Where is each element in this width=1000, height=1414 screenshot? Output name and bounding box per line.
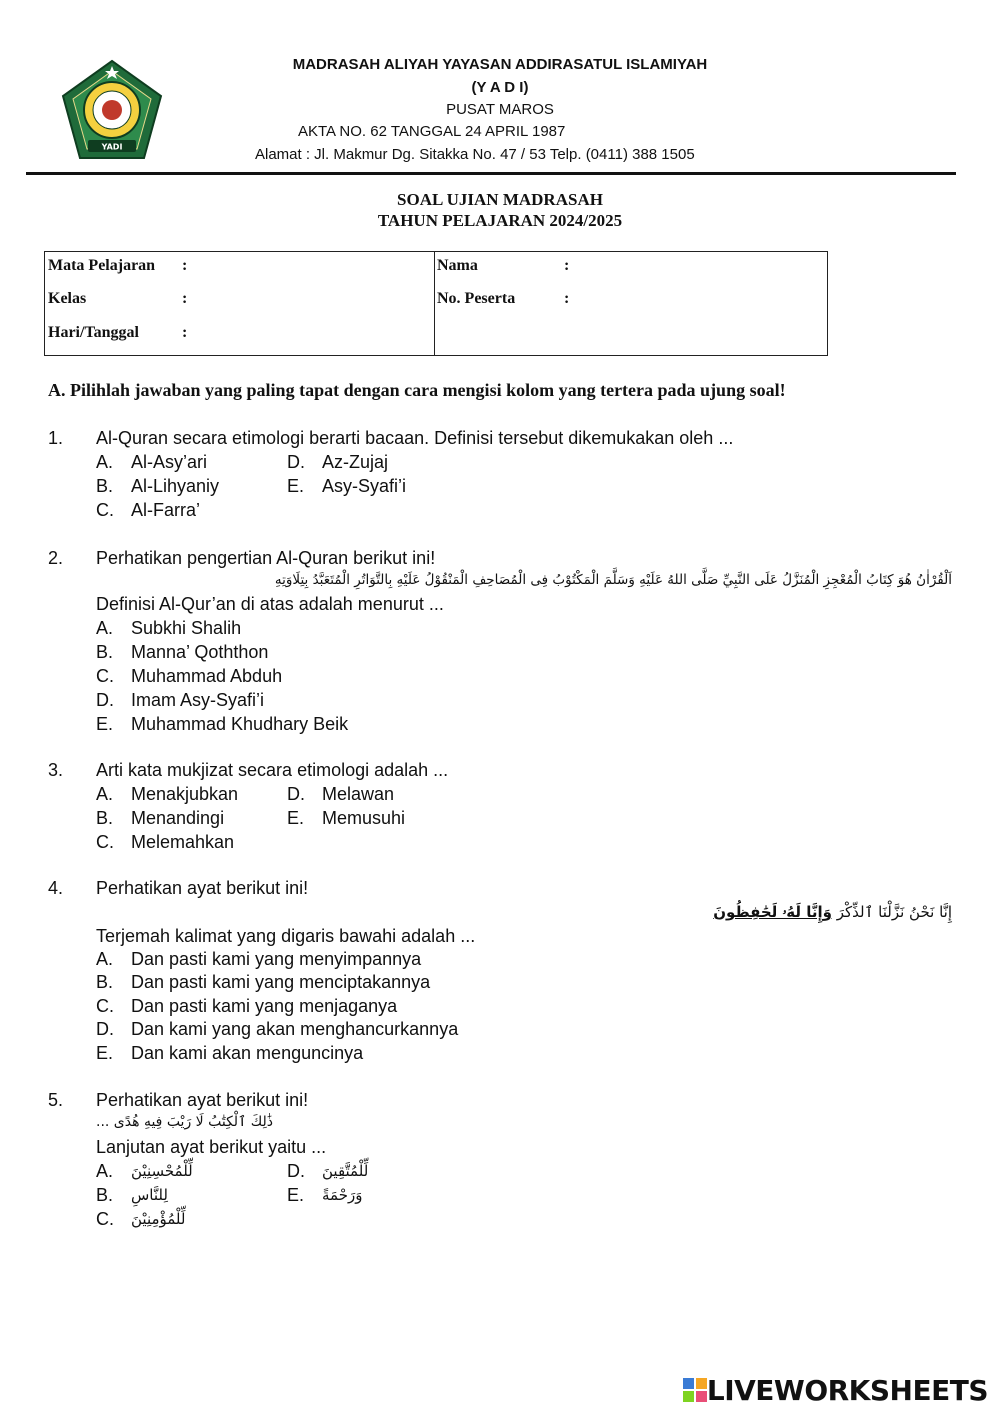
option-letter[interactable]: A. (96, 784, 114, 804)
question-text: Perhatikan ayat berikut ini! (96, 1090, 309, 1110)
option-letter[interactable]: E. (287, 476, 305, 496)
option-letter[interactable]: C. (96, 996, 114, 1016)
option-letter[interactable]: D. (287, 784, 305, 804)
option-text[interactable]: Muhammad Abduh (131, 666, 283, 686)
option-text[interactable]: Melemahkan (131, 832, 235, 852)
class-label: Kelas (48, 290, 87, 307)
option-text[interactable]: Menandingi (131, 808, 225, 828)
option-text[interactable]: Dan pasti kami yang menyimpannya (131, 949, 422, 969)
brand-text: LIVEWORKSHEETS (706, 1373, 988, 1407)
logo-text: YADI (101, 142, 123, 152)
school-abbrev: (Y A D I) (471, 79, 529, 96)
arabic-verse (713, 900, 952, 924)
option-letter[interactable]: D. (287, 1161, 305, 1181)
option-text[interactable]: Al-Lihyaniy (131, 476, 220, 496)
participant-colon: : (564, 290, 570, 307)
option-letter[interactable]: D. (96, 1019, 114, 1039)
table-divider (434, 252, 435, 355)
option-letter[interactable]: D. (96, 690, 114, 710)
option-letter[interactable]: A. (96, 949, 114, 969)
option-letter[interactable]: C. (96, 500, 114, 520)
liveworksheets-logo-icon (683, 1378, 707, 1402)
date-label: Hari/Tanggal (48, 324, 139, 341)
option-letter[interactable]: B. (96, 642, 114, 662)
option-text[interactable]: Dan pasti kami yang menciptakannya (131, 972, 431, 992)
question-5 (0, 1088, 1000, 1238)
option-text[interactable]: Az-Zujaj (322, 452, 389, 472)
option-text[interactable]: لِّلْمُحْسِنِيْنَ (131, 1162, 193, 1180)
question-followup: Definisi Al-Qur’an di atas adalah menurut ... (96, 594, 444, 614)
option-letter[interactable]: E. (287, 808, 305, 828)
question-number: 4. (48, 878, 64, 898)
question-text: Arti kata mukjizat secara etimologi adalah ... (96, 760, 449, 780)
question-4 (0, 876, 1000, 1066)
name-label: Nama (437, 257, 478, 274)
option-text[interactable]: Manna’ Qoththon (131, 642, 269, 662)
option-letter[interactable]: C. (96, 666, 114, 686)
question-number: 1. (48, 428, 64, 448)
exam-year: TAHUN PELAJARAN 2024/2025 (377, 211, 623, 230)
arabic-verse: ذَٰلِكَ ٱلْكِتَٰبُ لَا رَيْبَ فِيهِ هُدًى ... (96, 1114, 274, 1130)
question-number: 5. (48, 1090, 64, 1110)
option-letter[interactable]: A. (96, 618, 114, 638)
option-text[interactable]: Memusuhi (322, 808, 406, 828)
question-followup: Terjemah kalimat yang digaris bawahi adalah ... (96, 926, 476, 946)
school-location: PUSAT MAROS (446, 101, 554, 118)
option-letter[interactable]: E. (287, 1185, 305, 1205)
identity-table (44, 251, 828, 356)
arabic-verse-underlined: وَإِنَّا لَهُۥ لَحَٰفِظُونَ (713, 903, 832, 921)
option-letter[interactable]: B. (96, 476, 114, 496)
class-colon: : (182, 290, 188, 307)
school-deed: AKTA NO. 62 TANGGAL 24 APRIL 1987 (298, 123, 566, 140)
question-text: Perhatikan pengertian Al-Quran berikut ini! (96, 548, 436, 568)
date-colon: : (182, 324, 188, 341)
question-text: Al-Quran secara etimologi berarti bacaan. Definisi tersebut dikemukakan oleh ... (96, 428, 734, 448)
option-letter[interactable]: B. (96, 972, 114, 992)
participant-label: No. Peserta (437, 290, 516, 307)
school-name: MADRASAH ALIYAH YAYASAN ADDIRASATUL ISLAMIYAH (292, 56, 708, 73)
option-text[interactable]: لِلنَّاسِ (131, 1186, 168, 1204)
option-letter[interactable]: A. (96, 452, 114, 472)
subject-colon: : (182, 257, 188, 274)
subject-label: Mata Pelajaran (48, 257, 156, 274)
option-text[interactable]: Imam Asy-Syafi’i (131, 690, 265, 710)
option-text[interactable]: Dan pasti kami yang menjaganya (131, 996, 398, 1016)
exam-title: SOAL UJIAN MADRASAH (397, 190, 603, 209)
option-text[interactable]: Al-Farra’ (131, 500, 201, 520)
question-3 (0, 758, 1000, 858)
option-text[interactable]: Melawan (322, 784, 395, 804)
question-followup: Lanjutan ayat berikut yaitu ... (96, 1137, 327, 1157)
name-colon: : (564, 257, 570, 274)
option-text[interactable]: Menakjubkan (131, 784, 239, 804)
liveworksheets-brand[interactable] (683, 1372, 988, 1408)
option-letter[interactable]: E. (96, 1043, 114, 1063)
option-text[interactable]: لِّلْمُؤْمِنِيْنَ (131, 1210, 186, 1228)
question-1 (0, 426, 1000, 526)
section-instruction: A. Pilihlah jawaban yang paling tapat dengan cara mengisi kolom yang tertera pada ujung soal! (48, 380, 786, 400)
option-letter[interactable]: C. (96, 1209, 114, 1229)
option-letter[interactable]: D. (287, 452, 305, 472)
option-letter[interactable]: B. (96, 1185, 114, 1205)
arabic-definition: اَلْقُرْاٰنُ هُوَ كِتَابُ الْمُعْجِزِ الْمُنَزَّلُ عَلَى النَّبِيِّ صَلَّى اللهُ عَلَيْهِ وَسَلَّمَ الْمَكْتُوْبُ فِى الْمُصَاحِفِ الْمَنْقُوْلُ عَلَيْهِ بِالتَّوَاتُرِ الْمُتَعَبَّدُ بِتِلَاوَتِهِ (274, 572, 952, 588)
option-letter[interactable]: C. (96, 832, 114, 852)
option-text[interactable]: Asy-Syafi’i (322, 476, 407, 496)
option-letter[interactable]: A. (96, 1161, 114, 1181)
arabic-verse-plain: إِنَّا نَحْنُ نَزَّلْنَا ٱلذِّكْرَ (831, 903, 952, 921)
school-address: Alamat : Jl. Makmur Dg. Sitakka No. 47 / 53 Telp. (0411) 388 1505 (255, 146, 695, 163)
option-letter[interactable]: B. (96, 808, 114, 828)
question-text: Perhatikan ayat berikut ini! (96, 878, 309, 898)
question-2 (0, 546, 1000, 736)
option-letter[interactable]: E. (96, 714, 114, 734)
option-text[interactable]: Dan kami yang akan menghancurkannya (131, 1019, 459, 1039)
option-text[interactable]: Al-Asy’ari (131, 452, 208, 472)
option-text[interactable]: وَرَحْمَةً (322, 1186, 363, 1204)
header-divider (26, 172, 956, 175)
option-text[interactable]: Dan kami akan menguncinya (131, 1043, 364, 1063)
option-text[interactable]: لِّلْمُتَّقِينَ (322, 1162, 369, 1180)
question-number: 3. (48, 760, 64, 780)
option-text[interactable]: Subkhi Shalih (131, 618, 242, 638)
option-text[interactable]: Muhammad Khudhary Beik (131, 714, 349, 734)
question-number: 2. (48, 548, 64, 568)
